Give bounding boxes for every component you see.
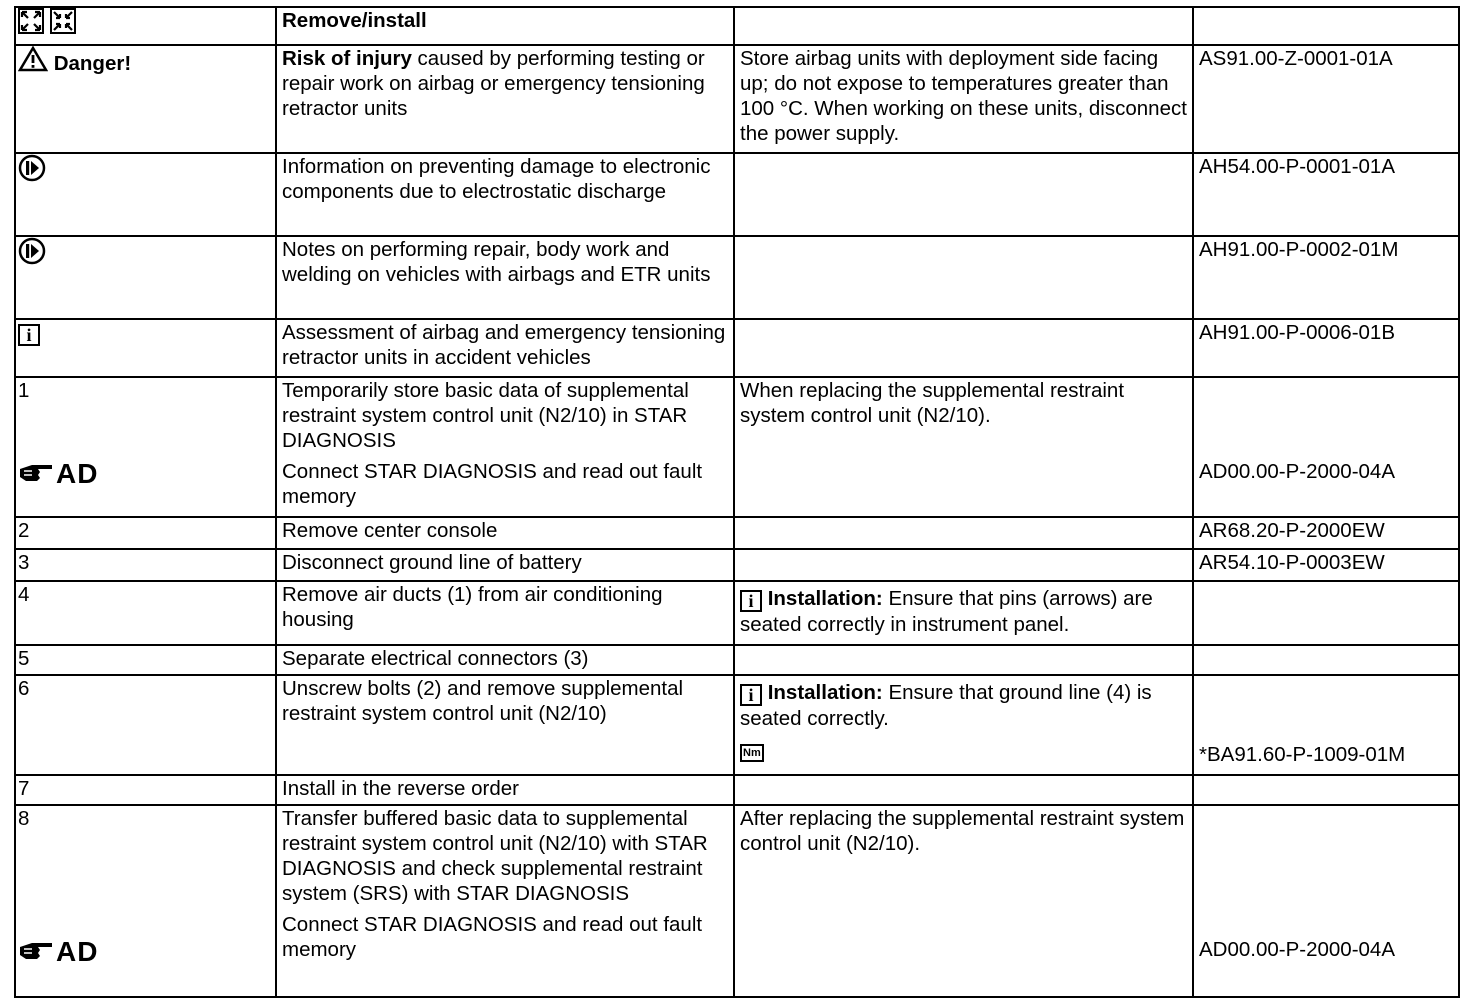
step-text: Transfer buffered basic data to supplemental restraint system control unit (N2/10) with STAR DIAGNOSIS and check supplemental restraint system (SRS) with STAR DIAGNOSIS (282, 807, 708, 905)
danger-note: Store airbag units with deployment side facing up; do not expose to temperatures greater than 100 °C. When working on these units, disconnect the power supply. (734, 45, 1193, 153)
danger-title: Risk of injury (282, 47, 412, 70)
danger-label: Danger! (53, 52, 132, 75)
step-number: 3 (15, 549, 276, 581)
step-ref-link[interactable]: AR54.10-P-0003EW (1193, 549, 1459, 581)
step-row (15, 645, 1459, 675)
info-icon: i (740, 684, 762, 706)
collapse-all-icon[interactable] (50, 8, 76, 40)
note-stop-icon (18, 154, 46, 188)
pointing-hand-icon (18, 461, 56, 491)
step-ref-link[interactable]: AD00.00-P-2000-04A (1199, 460, 1396, 483)
step-text: Disconnect ground line of battery (276, 549, 734, 581)
step-text: Install in the reverse order (276, 775, 734, 805)
step-number: 2 (15, 517, 276, 549)
step-ref-link[interactable]: *BA91.60-P-1009-01M (1199, 743, 1406, 766)
installation-label: Installation: (767, 587, 883, 610)
step-number: 5 (15, 645, 276, 675)
info-text: Assessment of airbag and emergency tensioning retractor units in accident vehicles (276, 319, 734, 377)
step-text: Unscrew bolts (2) and remove supplemental restraint system control unit (N2/10) (276, 675, 734, 775)
procedure-table (14, 6, 1460, 998)
step-row (15, 517, 1459, 549)
step-row (15, 775, 1459, 805)
danger-row (15, 45, 1459, 153)
step-number: 1 (18, 379, 30, 402)
info-row (15, 319, 1459, 377)
step-text: Temporarily store basic data of supplemental restraint system control unit (N2/10) in STAR DIAGNOSIS (282, 379, 689, 452)
step-row (15, 581, 1459, 645)
danger-ref-link[interactable]: AS91.00-Z-0001-01A (1193, 45, 1459, 153)
step-row (15, 675, 1459, 775)
header-row (15, 7, 1459, 45)
step-row (15, 549, 1459, 581)
step-note: Ensure that pins (arrows) are seated correctly in instrument panel. (740, 587, 1153, 636)
installation-label: Installation: (767, 681, 883, 704)
step-subtask-text: Connect STAR DIAGNOSIS and read out fault memory (282, 460, 703, 508)
info-ref-link[interactable]: AH91.00-P-0006-01B (1193, 319, 1459, 377)
info-row (15, 236, 1459, 319)
step-note: Ensure that ground line (4) is seated correctly. (740, 681, 1152, 730)
step-ref-link[interactable]: AR68.20-P-2000EW (1193, 517, 1459, 549)
info-icon: i (740, 590, 762, 612)
danger-text: caused by performing testing or repair work on airbag or emergency tensioning retractor units (282, 47, 705, 120)
step-row (15, 377, 1459, 517)
expand-collapse-cell (15, 7, 276, 45)
step-note: After replacing the supplemental restraint system control unit (N2/10). (734, 805, 1193, 997)
info-icon: i (18, 324, 40, 346)
pointing-hand-icon (18, 939, 56, 969)
info-ref-link[interactable]: AH54.00-P-0001-01A (1193, 153, 1459, 236)
note-stop-icon (18, 237, 46, 271)
step-number: 7 (15, 775, 276, 805)
info-row (15, 153, 1459, 236)
page-title: Remove/install (276, 7, 734, 45)
ad-label: AD (56, 936, 99, 967)
step-row (15, 805, 1459, 997)
info-text: Information on preventing damage to electronic components due to electrostatic discharge (276, 153, 734, 236)
step-text: Remove center console (276, 517, 734, 549)
step-subtask-text: Connect STAR DIAGNOSIS and read out fault memory (282, 913, 703, 961)
step-number: 6 (15, 675, 276, 775)
step-number: 4 (15, 581, 276, 645)
step-text: Separate electrical connectors (3) (276, 645, 734, 675)
torque-nm-icon[interactable]: Nm (740, 744, 764, 762)
ad-label: AD (56, 458, 99, 489)
step-note: When replacing the supplemental restraint system control unit (N2/10). (734, 377, 1193, 517)
expand-all-icon[interactable] (18, 8, 44, 40)
step-text: Remove air ducts (1) from air conditioning housing (276, 581, 734, 645)
warning-triangle-icon (18, 46, 48, 78)
step-ref-link[interactable]: AD00.00-P-2000-04A (1199, 938, 1396, 961)
step-number: 8 (18, 807, 30, 830)
info-ref-link[interactable]: AH91.00-P-0002-01M (1193, 236, 1459, 319)
info-text: Notes on performing repair, body work and welding on vehicles with airbags and ETR units (276, 236, 734, 319)
